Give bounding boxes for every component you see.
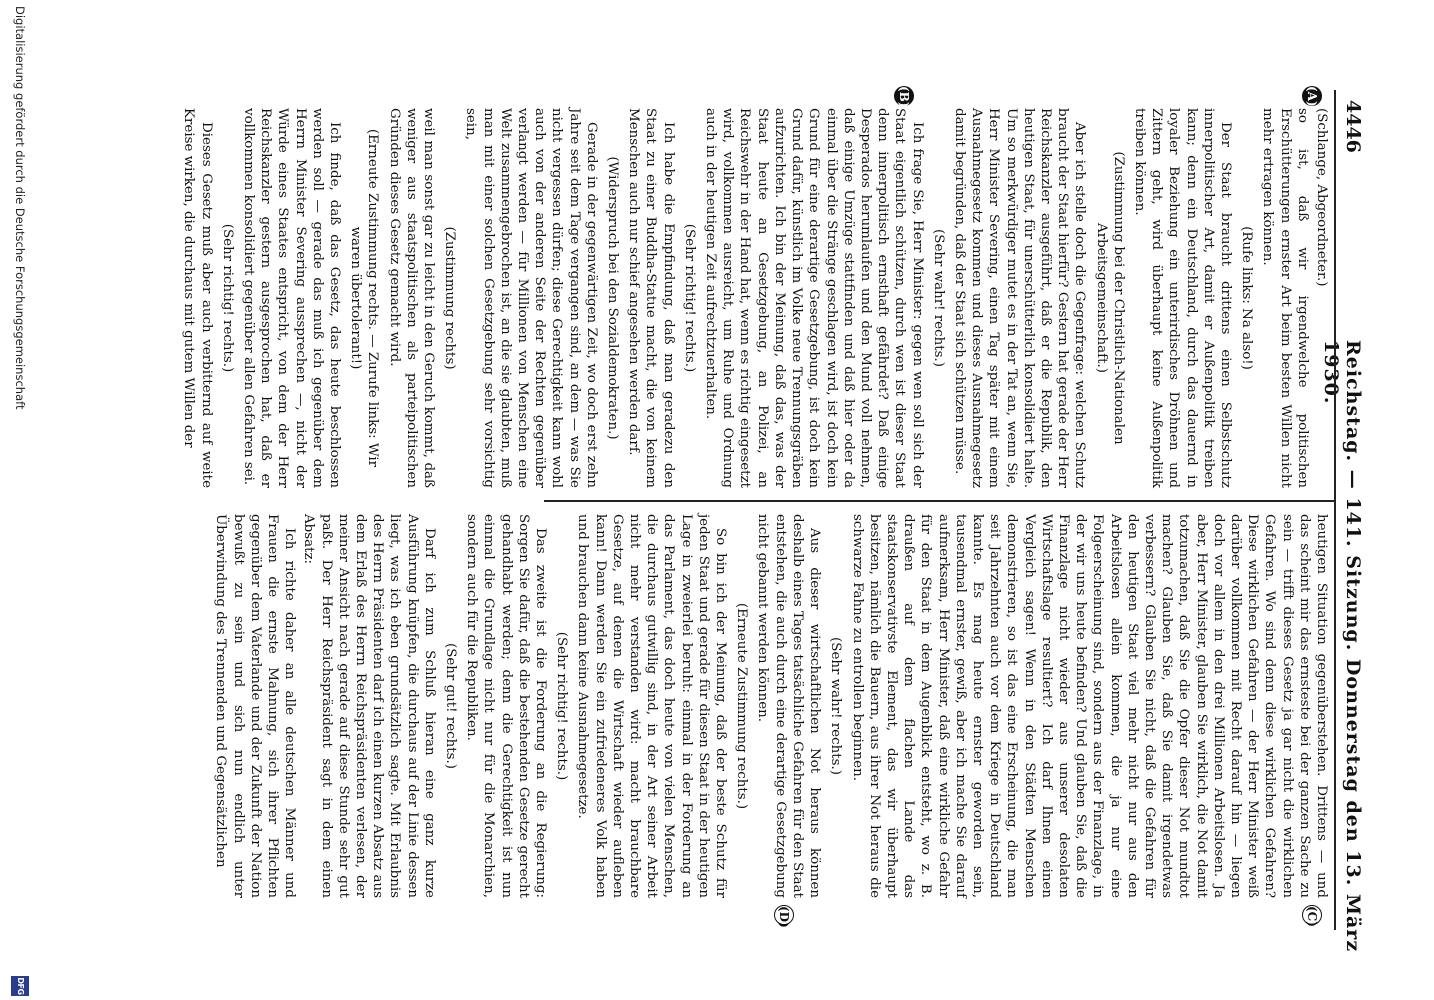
paragraph: Ich habe die Empfindung, daß man geradezu den Staat zu einer Buddha-Statue macht, die von keinem Menschen auch nur schief angesehen werden darf. [626, 108, 676, 488]
digitization-footer [5, 0, 31, 1000]
margin-marker-d: (D) [774, 905, 794, 925]
interjection: (Zustimmung bei der Christlich-Nationalen Arbeitsgemeinschaft.) [1093, 151, 1126, 445]
paragraph: Gerade in der gegenwärtigen Zeit, wo doch erst zehn Jahre seit dem Tage vergangen sind, an dem — was Sie nicht vergessen dürfen; diese Gerechtigkeit kann wohl auch von der anderen Seite der Rechten gegenüber verlangt werden — für Millionen von Menschen eine Welt zusammengebrochen ist, an die sie glaubten, muß man mit einer solchen Gesetzgebung sehr vorsichtig sein, [463, 108, 599, 488]
margin-marker-a: (A) [1302, 86, 1322, 106]
paragraph: Darf ich zum Schluß hieran eine ganz kurze Ausführung knüpfen, die durchaus auf der Linie dessen liegt, was ich eben grundsätzlich sagte. Mit Erlaubnis des Herrn Präsidenten darf ich einen kurzen Absatz aus dem Erlaß des Herrn Reichspräsidenten verlesen, der meiner Ansicht nach gerade auf diese Stunde sehr gut paßt. Der Herr Reichspräsident sagt in dem einen Absatz: [301, 514, 437, 898]
interjection: (Sehr wahr! rechts.) [930, 229, 946, 367]
paragraph: Der Staat braucht drittens einen Selbstschutz innerpolitischer Art, damit er Außenpolitik treiben kann; denn ein Deutschland, durch das dauernd in loyaler Beziehung ein unterirdisches Dröhnen und Zittern geht, wird überhaupt keine Außenpolitik treiben können. [1131, 108, 1233, 488]
quoted-paragraph: Ich richte daher an alle deutschen Männer und Frauen die ernste Mahnung, sich ihrer Pflichten gegenüber dem Vaterlande und der Zukunft der Nation bewußt zu sein und sich nun endlich unter Überwindung des Trennenden und Gegensätzlichen [213, 514, 298, 898]
paragraph: Ich finde, daß das Gesetz, das heute beschlossen werden soll — gerade das muß ich gegenüber dem Herrn Minister Severing aussprechen —, nicht der Würde eines Staates entspricht, von dem der Herr Reichskanzler gestern ausgesprochen hat, daß er vollkommen konsolidiert gegenüber allen Gefahren sei. [241, 108, 343, 488]
paragraph: So bin ich der Meinung, daß der beste Schutz für jeden Staat und gerade für diesen Staat in der heutigen Lage in zweierlei beruht: einmal in der Forderung an das Parlament, das doch heute von vielen Menschen, die durchaus gutwillig sind, in der Art seiner Arbeit nicht mehr verstanden wird: macht brauchbare Gesetze, auf denen die Wirtschaft wieder aufleben kann! Dann werden Sie ein zufriedeneres Volk haben und brauchen dann keine Ausnahmegesetze. [575, 514, 729, 898]
interjection: (Erneute Zustimmung rechts.) [734, 602, 750, 810]
paragraph: Das zweite ist die Forderung an die Regierung: Sorgen Sie dafür, daß die bestehenden Gesetze gerecht gehandhabt werden; denn die Gerechtigkeit ist nun einmal die Grundlage nicht nur für die Monarchien, sondern auch für die Republiken. [464, 514, 549, 898]
interjection: (Widerspruch bei den Sozialdemokraten.) [605, 156, 621, 440]
left-column [181, 108, 1330, 488]
footer-credit: Digitalisierung gefördert durch die Deutsche Forschungsgemeinschaft [13, 6, 27, 410]
dfg-logo: DFG [11, 976, 29, 996]
interjection: (Sehr gut! rechts.) [443, 642, 459, 769]
interjection: (Sehr richtig! rechts.) [554, 631, 570, 781]
interjection: (Sehr wahr! rechts.) [828, 637, 844, 775]
paragraph: Aber ich stelle doch die Gegenfrage: welchen Schutz braucht der Staat hierfür? Gestern hat gerade der Herr Reichskanzler ausgeführt, daß er die Republik, den heutigen Staat, für unerschütterlich konsolidiert halte. Um so merkwürdiger mutet es in der Tat an, wenn Sie, Herr Minister Severing, einen Tag später mit einem Ausnahmegesetz kommen und dieses Ausnahmegesetz damit begründen, daß der Staat sich schützen müsse. [951, 108, 1088, 488]
interjection: (Sehr richtig! rechts.) [681, 223, 697, 373]
interjection: (Erneute Zustimmung rechts. — Zurufe links: Wir waren übertolerant!) [348, 128, 381, 468]
paragraph: weil man sonst gar zu leicht in den Geruch kommt, daß weniger aus staatspolitischen als parteipolitischen Gründen dieses Gesetz gemacht wird. [386, 108, 437, 488]
paragraph: Aus dieser wirtschaftlichen Not heraus können deshalb eines Tages tatsächliche Gefahren für den Staat entstehen, die auch durch eine derartige Gesetzgebung nicht gebannt werden können. [755, 514, 823, 898]
page-title: Reichstag. — 141. Sitzung. Donnerstag den 13. März 1930. [1320, 340, 1364, 953]
page-number: 4446 [1342, 100, 1364, 153]
margin-marker-b: (B) [894, 86, 914, 106]
paragraph: heutigen Situation gegenüberstehen. Drittens — und das scheint mir das ernsteste bei der ganzen Sache zu sein — trifft dieses Gesetz ja gar nicht die wirklichen Gefahren. Wo sind denn diese wirklichen Gefahren? Diese wirklichen Gefahren — der Herr Minister weiß darüber vollkommen mit Recht darauf hin — liegen doch vor allem in den drei Millionen Arbeitslosen. Ja aber, Herr Minister, glauben Sie wirklich, die Not damit totzumachen, daß Sie die Opfer dieser Not mundtot machen? Glauben Sie, daß Sie damit irgendetwas verbessern? Glauben Sie nicht, daß die Gefahren für den heutigen Staat viel mehr nicht nur aus den Arbeitslosen allein kommen, die ja nur eine Folgeerscheinung sind, sondern aus der Finanzlage, in der wir uns heute befinden? Und glauben Sie, daß die Finanzlage nicht wieder aus unserer desolaten Wirtschaftslage resultiert? Ich darf Ihnen einen Vergleich sagen! Wenn in den Städten Menschen demonstrieren, so ist das eine Erscheinung, die man seit Jahrzehnten auch vor dem Kriege in Deutschland kannte. Es mag heute ernster geworden sein, tausendmal ernster, gewiß, aber ich mache Sie darauf aufmerksam, Herr Minister, daß eine wirkliche Gefahr für den Staat in dem Augenblick entsteht, wo z. B. draußen auf dem flachen Lande das staatskonservativste Element, das wir überhaupt besitzen, nämlich die Bauern, aus ihrer Not heraus die schwarze Fahne zu entrollen beginnen. [849, 514, 1329, 898]
paragraph: so ist, daß wir irgendwelche politischen Erschütterungen ernster Art beim besten Willen nicht mehr ertragen können. [1260, 108, 1310, 488]
interjection: (Sehr richtig! rechts.) [219, 223, 235, 373]
speaker-line: (Schlange, Abgeordneter.) [1314, 108, 1329, 287]
column-divider [544, 500, 1334, 502]
paragraph: Ich frage Sie, Herr Minister: gegen wen soll sich der Staat eigentlich schützen, durch wen ist dieser Staat denn innerpolitisch ernsthaft gefährdet? Daß einige Desperados herumlaufen und den Mund voll nehmen, daß einige Umzüge stattfinden und daß hier oder da einmal über die Stränge geschlagen wird, ist doch kein Grund für eine derartige Gesetzgebung, ist doch kein Grund dafür, künstlich im Volke neue Trennungsgräben aufzurichten. Ich bin der Meinung, daß das, was der Staat heute an Gesetzgebung, an Polizei, an Reichswehr in der Hand hat, wenn es richtig eingesetzt wird, vollkommen ausreicht, um Ruhe und Ordnung auch in der heutigen Zeit aufrechtzuerhalten. [703, 108, 925, 488]
interjection: (Rufe links: Na also!) [1239, 226, 1255, 370]
paragraph: Dieses Gesetz muß aber auch verbitternd auf weite Kreise wirken, die durchaus mit gutem Willen der [181, 108, 214, 488]
interjection: (Zustimmung rechts) [442, 226, 458, 370]
right-column [213, 514, 1330, 898]
header-rule [1334, 90, 1336, 930]
margin-marker-c: (C) [1302, 905, 1322, 925]
